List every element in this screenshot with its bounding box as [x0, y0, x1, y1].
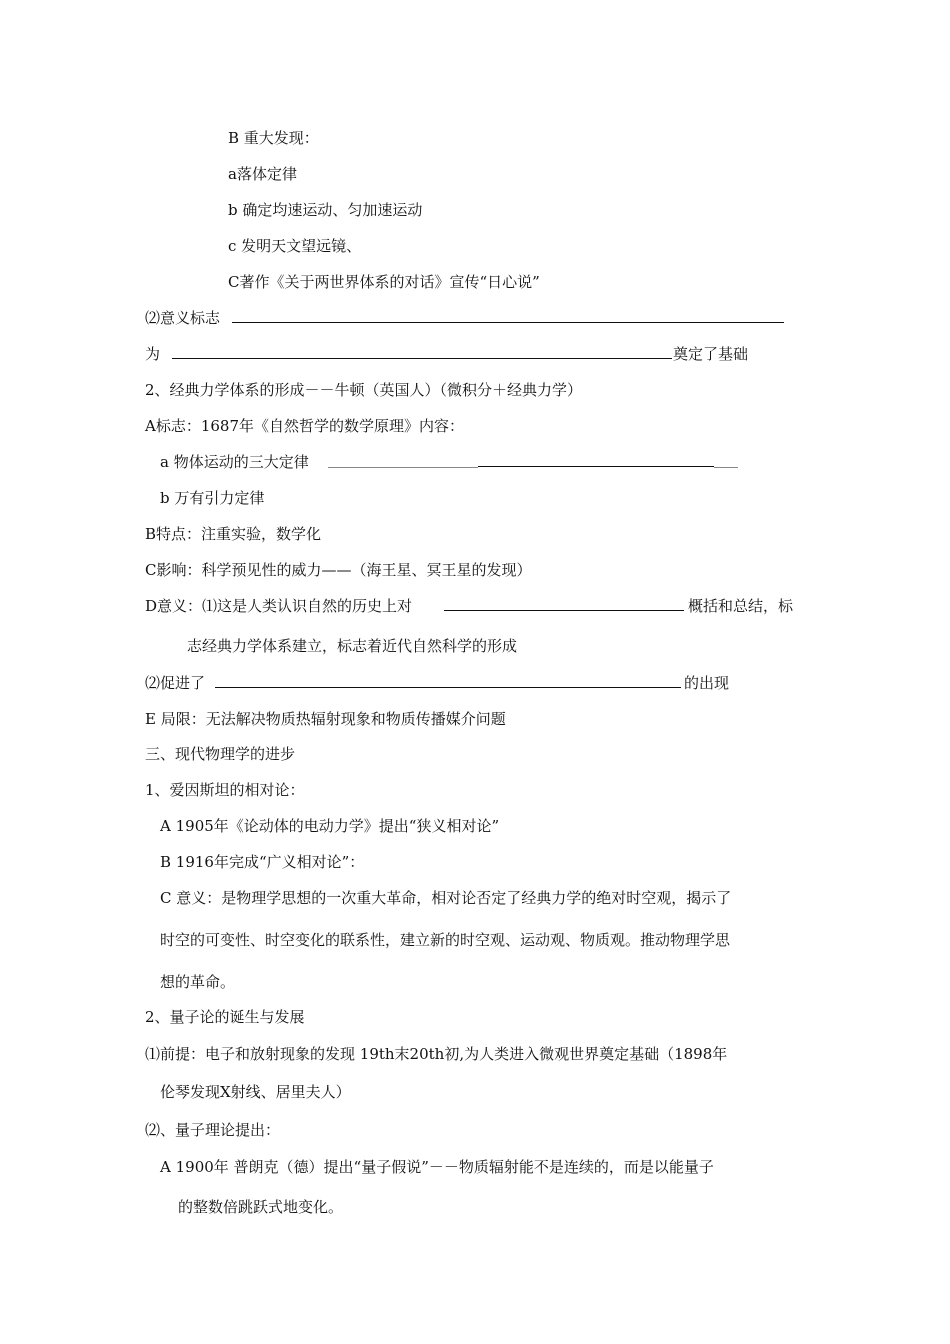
text-line: 为	[145, 345, 161, 363]
text-line: C 意义：是物理学思想的一次重大革命，相对论否定了经典力学的绝对时空观，揭示了	[160, 889, 732, 907]
text-line: a 物体运动的三大定律	[160, 453, 309, 471]
fill-blank	[478, 450, 714, 467]
text-line: ⑴前提：电子和放射现象的发现 19th末20th初,为人类进入微观世界奠定基础（1898年	[145, 1045, 728, 1063]
text-line: C影响：科学预见性的威力——（海王星、冥王星的发现）	[145, 561, 532, 579]
text-line: E 局限：无法解决物质热辐射现象和物质传播媒介问题	[145, 710, 506, 728]
text-line: C著作《关于两世界体系的对话》宣传“日心说”	[228, 273, 540, 291]
text-line: 2、量子论的诞生与发展	[145, 1008, 305, 1026]
text-line: 的出现	[684, 674, 730, 692]
text-line: a落体定律	[228, 165, 297, 183]
text-line: 想的革命。	[160, 973, 236, 991]
text-line: 伦琴发现X射线、居里夫人）	[160, 1083, 351, 1101]
text-line: b 万有引力定律	[160, 489, 265, 507]
text-line: 的整数倍跳跃式地变化。	[178, 1198, 344, 1216]
text-line: A标志：1687年《自然哲学的数学原理》内容：	[145, 417, 465, 435]
fill-blank	[215, 671, 681, 688]
text-line: A 1905年《论动体的电动力学》提出“狭义相对论”	[160, 817, 500, 835]
text-line: ⑵、量子理论提出：	[145, 1121, 281, 1139]
text-line: B 1916年完成“广义相对论”：	[160, 853, 365, 871]
fill-blank	[232, 306, 784, 323]
text-line: ⑵意义标志	[145, 309, 221, 327]
text-line: b 确定均速运动、匀加速运动	[228, 201, 423, 219]
text-line: 志经典力学体系建立，标志着近代自然科学的形成	[187, 637, 518, 655]
text-line: 1、爱因斯坦的相对论：	[145, 781, 305, 799]
text-line: D意义：⑴这是人类认识自然的历史上对	[145, 597, 413, 615]
text-line: c 发明天文望远镜、	[228, 237, 362, 255]
fill-blank	[328, 451, 478, 468]
text-line: 奠定了基础	[673, 345, 749, 363]
text-line: A 1900年 普朗克（德）提出“量子假说”－－物质辐射能不是连续的，而是以能量子	[160, 1158, 714, 1176]
text-line: B特点：注重实验，数学化	[145, 525, 322, 543]
text-line: B 重大发现：	[228, 129, 319, 147]
text-line: ⑵促进了	[145, 674, 206, 692]
text-line: 三、现代物理学的进步	[145, 745, 296, 763]
text-line: 时空的可变性、时空变化的联系性，建立新的时空观、运动观、物质观。推动物理学思	[160, 931, 731, 949]
text-line: 概括和总结，标	[688, 597, 794, 615]
fill-blank	[714, 451, 738, 468]
fill-blank	[444, 594, 684, 611]
text-line: 2、经典力学体系的形成－－牛顿（英国人）（微积分＋经典力学）	[145, 381, 583, 399]
fill-blank	[172, 342, 672, 359]
